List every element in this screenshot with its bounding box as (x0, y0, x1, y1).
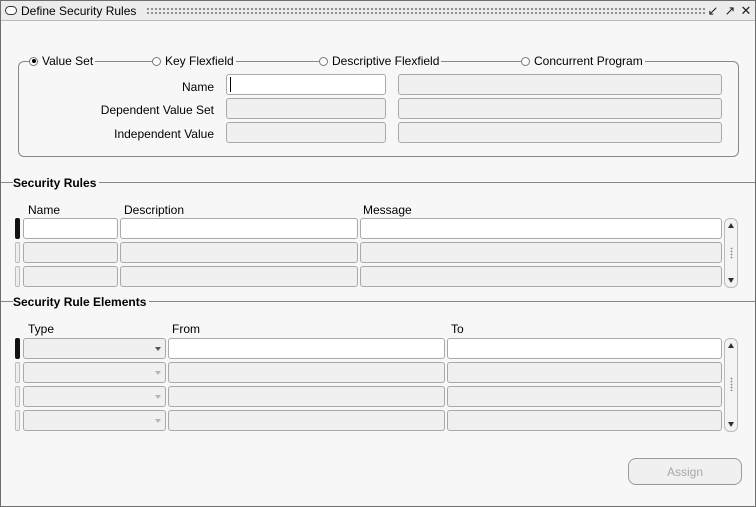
radio-descriptive-flexfield[interactable] (319, 54, 441, 68)
scroll-up-icon[interactable] (728, 223, 734, 228)
title-bar-pattern (146, 7, 706, 15)
record-indicator[interactable] (15, 362, 20, 383)
minimize-icon[interactable]: ↙ (707, 3, 719, 18)
chevron-down-icon[interactable] (155, 395, 161, 399)
close-icon[interactable]: ✕ (740, 3, 752, 18)
radio-unchecked-icon (319, 57, 328, 66)
element-type-dropdown[interactable] (23, 362, 166, 383)
window-title: Define Security Rules (21, 4, 142, 18)
chevron-down-icon[interactable] (155, 347, 161, 351)
independent-value-description-input[interactable] (398, 122, 722, 143)
scroll-grip-icon[interactable] (730, 377, 733, 391)
radio-checked-icon (29, 57, 38, 66)
rule-elements-title: Security Rule Elements (13, 295, 149, 309)
scroll-grip-icon[interactable] (730, 247, 733, 259)
text-cursor (230, 77, 231, 92)
record-indicator[interactable] (15, 266, 20, 287)
rule-description-cell[interactable] (120, 218, 358, 239)
radio-label-concurrent-program: Concurrent Program (534, 54, 643, 68)
rule-message-cell[interactable] (360, 242, 722, 263)
dependent-value-set-description-input[interactable] (398, 98, 722, 119)
element-to-cell[interactable] (447, 338, 722, 359)
rule-description-cell[interactable] (120, 266, 358, 287)
element-from-cell[interactable] (168, 410, 445, 431)
scroll-down-icon[interactable] (728, 422, 734, 427)
radio-key-flexfield[interactable] (152, 54, 236, 68)
element-type-dropdown[interactable] (23, 410, 166, 431)
chevron-down-icon[interactable] (155, 371, 161, 375)
scroll-down-icon[interactable] (728, 278, 734, 283)
radio-unchecked-icon (152, 57, 161, 66)
element-to-cell[interactable] (447, 410, 722, 431)
radio-concurrent-program[interactable] (521, 54, 645, 68)
rule-name-cell[interactable] (23, 242, 118, 263)
radio-value-set[interactable] (29, 54, 95, 68)
record-indicator-current[interactable] (15, 338, 20, 359)
element-type-dropdown[interactable] (23, 338, 166, 359)
record-indicator[interactable] (15, 386, 20, 407)
element-from-cell[interactable] (168, 362, 445, 383)
element-from-cell[interactable] (168, 338, 445, 359)
window-menu-icon[interactable] (5, 6, 17, 15)
column-header-description: Description (124, 203, 185, 217)
element-to-cell[interactable] (447, 362, 722, 383)
radio-unchecked-icon (521, 57, 530, 66)
record-indicator-current[interactable] (15, 218, 20, 239)
independent-value-label: Independent Value (114, 127, 214, 141)
radio-label-key-flexfield: Key Flexfield (165, 54, 234, 68)
assign-button[interactable]: Assign (628, 458, 742, 485)
rule-message-cell[interactable] (360, 218, 722, 239)
rule-description-cell[interactable] (120, 242, 358, 263)
column-header-to: To (451, 322, 464, 336)
column-header-message: Message (363, 203, 412, 217)
dependent-value-set-label: Dependent Value Set (100, 103, 214, 117)
dependent-value-set-input[interactable] (226, 98, 386, 119)
record-indicator[interactable] (15, 410, 20, 431)
rule-message-cell[interactable] (360, 266, 722, 287)
rule-elements-scrollbar[interactable] (724, 338, 738, 432)
chevron-down-icon[interactable] (155, 419, 161, 423)
security-rules-scrollbar[interactable] (724, 218, 738, 288)
radio-label-value-set: Value Set (42, 54, 94, 68)
name-description-input[interactable] (398, 74, 722, 95)
security-rules-divider (1, 182, 755, 183)
maximize-icon[interactable]: ↗ (724, 3, 736, 18)
rule-name-cell[interactable] (23, 218, 118, 239)
element-from-cell[interactable] (168, 386, 445, 407)
security-rules-title: Security Rules (13, 176, 99, 190)
record-indicator[interactable] (15, 242, 20, 263)
scroll-up-icon[interactable] (728, 343, 734, 348)
column-header-name: Name (28, 203, 61, 217)
column-header-type: Type (28, 322, 55, 336)
rule-name-cell[interactable] (23, 266, 118, 287)
name-input[interactable] (226, 74, 386, 95)
element-to-cell[interactable] (447, 386, 722, 407)
element-type-dropdown[interactable] (23, 386, 166, 407)
column-header-from: From (172, 322, 200, 336)
name-label: Name (181, 80, 214, 94)
radio-label-descriptive-flexfield: Descriptive Flexfield (332, 54, 440, 68)
title-bar[interactable] (1, 1, 755, 21)
independent-value-input[interactable] (226, 122, 386, 143)
